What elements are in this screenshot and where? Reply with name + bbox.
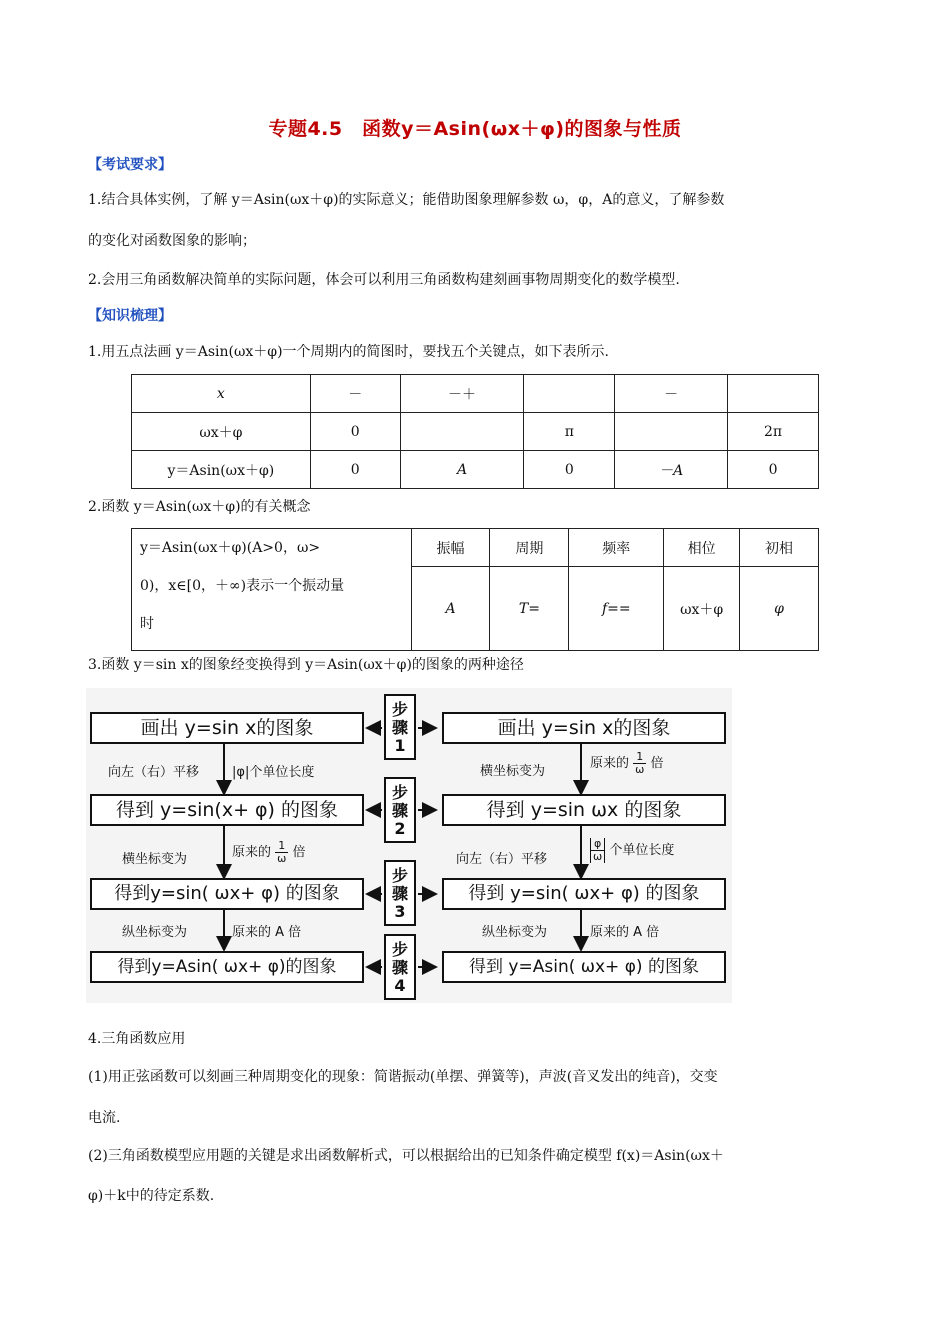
concept-description xyxy=(132,529,412,651)
table-cell: 0 xyxy=(524,451,615,489)
left-label-3a: 纵坐标变为 xyxy=(122,925,188,940)
right-box-2: 得到 y=sin ωx 的图象 xyxy=(442,794,726,826)
knowledge-item-1: 1.用五点法画 y＝Asin(ωx＋φ)一个周期内的简图时，要找五个关键点，如下表所示. xyxy=(88,344,609,360)
left-label-2b: 原来的 xyxy=(232,845,272,860)
header-initial-phase: 初相 xyxy=(740,529,819,567)
table-cell: 2π xyxy=(728,413,819,451)
fraction-one-over-omega xyxy=(633,751,646,776)
table-row xyxy=(132,375,819,413)
right-label-2c: 个单位长度 xyxy=(609,843,675,858)
right-label-1b: 原来的 xyxy=(590,756,630,771)
step-number: 3 xyxy=(394,902,406,921)
table-cell: － xyxy=(310,375,400,413)
fraction-numerator: 1 xyxy=(633,751,646,764)
right-label-3b: 原来的 A 倍 xyxy=(590,925,660,940)
step-char: 骤 xyxy=(391,718,408,737)
left-label-1a: 向左（右）平移 xyxy=(108,765,200,780)
section-heading-applications: 4.三角函数应用 xyxy=(88,1031,186,1047)
left-label-2-group xyxy=(232,840,306,865)
exam-req-item-2: 2.会用三角函数解决简单的实际问题，体会可以利用三角函数构建刻画事物周期变化的数学模型. xyxy=(88,272,680,288)
step-char: 骤 xyxy=(391,958,408,977)
right-box-4: 得到 y=Asin( ωx+ φ) 的图象 xyxy=(442,951,726,983)
left-box-3: 得到y=sin( ωx+ φ) 的图象 xyxy=(90,878,364,910)
table-cell: －＋ xyxy=(400,375,524,413)
applications-p1-line-2: 电流. xyxy=(88,1110,121,1126)
value-frequency: f== xyxy=(569,567,664,651)
concept-desc-line-1: y＝Asin(ωx＋φ)(A>0，ω> xyxy=(140,540,321,556)
step-number: 1 xyxy=(394,736,406,755)
right-label-1a: 横坐标变为 xyxy=(480,764,546,779)
header-frequency: 频率 xyxy=(569,529,664,567)
table-cell: －A xyxy=(615,451,728,489)
right-box-3: 得到 y=sin( ωx+ φ) 的图象 xyxy=(442,878,726,910)
left-box-1: 画出 y=sin x的图象 xyxy=(90,712,364,744)
value-period: T= xyxy=(490,567,569,651)
concept-desc-line-2: 0)，x∈[0，＋∞)表示一个振动量 xyxy=(140,578,345,594)
table-cell xyxy=(400,413,524,451)
fraction-denominator: ω xyxy=(635,763,645,776)
knowledge-item-2: 2.函数 y＝Asin(ωx＋φ)的有关概念 xyxy=(88,499,311,515)
right-label-1-group xyxy=(590,751,664,776)
step-char: 骤 xyxy=(391,884,408,903)
value-initial-phase: φ xyxy=(740,567,819,651)
step-1-box xyxy=(384,694,416,760)
table-cell: 0 xyxy=(728,451,819,489)
applications-p2-line-1: (2)三角函数模型应用题的关键是求出函数解析式，可以根据给出的已知条件确定模型 f(x)＝Asin(ωx＋ xyxy=(88,1148,724,1164)
step-char: 步 xyxy=(391,940,408,959)
applications-p1-line-1: (1)用正弦函数可以刻画三种周期变化的现象：简谐振动(单摆、弹簧等)，声波(音叉发出的纯音)，交变 xyxy=(88,1069,718,1085)
concept-table xyxy=(131,528,819,651)
table-cell xyxy=(615,413,728,451)
left-box-2: 得到 y=sin(x+ φ) 的图象 xyxy=(90,794,364,826)
table-cell: π xyxy=(524,413,615,451)
concept-desc-line-3: 时 xyxy=(140,616,154,632)
exam-req-item-1-line-1: 1.结合具体实例，了解 y＝Asin(ωx＋φ)的实际意义；能借助图象理解参数 ω，φ，A的意义，了解参数 xyxy=(88,192,725,208)
section-heading-knowledge: 【知识梳理】 xyxy=(88,308,172,324)
page-title: 专题4.5 函数y＝Asin(ωx＋φ)的图象与性质 xyxy=(268,118,682,140)
table-cell: x xyxy=(132,375,311,413)
right-label-1c: 倍 xyxy=(650,756,664,771)
step-char: 步 xyxy=(391,700,408,719)
header-amplitude: 振幅 xyxy=(411,529,490,567)
table-cell: － xyxy=(615,375,728,413)
step-number: 2 xyxy=(394,819,406,838)
right-label-2a: 向左（右）平移 xyxy=(456,852,548,867)
step-char: 步 xyxy=(391,783,408,802)
fraction-denominator: ω xyxy=(593,850,603,863)
table-cell: A xyxy=(400,451,524,489)
table-row xyxy=(132,529,819,567)
fraction-one-over-omega xyxy=(275,840,288,865)
exam-req-item-1-line-2: 的变化对函数图象的影响； xyxy=(88,233,256,249)
step-4-box xyxy=(384,934,416,1000)
value-phase: ωx＋φ xyxy=(664,567,740,651)
table-row xyxy=(132,451,819,489)
table-row xyxy=(132,413,819,451)
left-label-2c: 倍 xyxy=(292,845,306,860)
table-cell: 0 xyxy=(310,451,400,489)
header-period: 周期 xyxy=(490,529,569,567)
table-cell: ωx＋φ xyxy=(132,413,311,451)
fraction-denominator: ω xyxy=(277,852,287,865)
fraction-numerator: φ xyxy=(591,838,604,851)
table-cell: 0 xyxy=(310,413,400,451)
knowledge-item-3: 3.函数 y＝sin x的图象经变换得到 y＝Asin(ωx＋φ)的图象的两种途径 xyxy=(88,657,524,673)
step-3-box xyxy=(384,860,416,926)
table-cell: y＝Asin(ωx＋φ) xyxy=(132,451,311,489)
applications-p2-line-2: φ)＋k中的待定系数. xyxy=(88,1188,215,1204)
header-phase: 相位 xyxy=(664,529,740,567)
step-char: 骤 xyxy=(391,801,408,820)
step-char: 步 xyxy=(391,866,408,885)
five-point-table xyxy=(131,374,819,489)
left-label-2a: 横坐标变为 xyxy=(122,852,188,867)
right-label-3a: 纵坐标变为 xyxy=(482,925,548,940)
step-2-box xyxy=(384,777,416,843)
left-box-4: 得到y=Asin( ωx+ φ)的图象 xyxy=(90,951,364,983)
step-number: 4 xyxy=(394,976,406,995)
fraction-phi-over-omega-abs xyxy=(590,838,605,863)
left-label-3b: 原来的 A 倍 xyxy=(232,925,302,940)
left-label-1b: |φ|个单位长度 xyxy=(232,765,315,780)
fraction-numerator: 1 xyxy=(275,840,288,853)
table-cell xyxy=(524,375,615,413)
table-cell xyxy=(728,375,819,413)
section-heading-exam-requirements: 【考试要求】 xyxy=(88,157,172,173)
right-label-2-group xyxy=(590,838,674,863)
right-box-1: 画出 y=sin x的图象 xyxy=(442,712,726,744)
transformation-flowchart xyxy=(86,688,732,1003)
value-amplitude: A xyxy=(411,567,490,651)
